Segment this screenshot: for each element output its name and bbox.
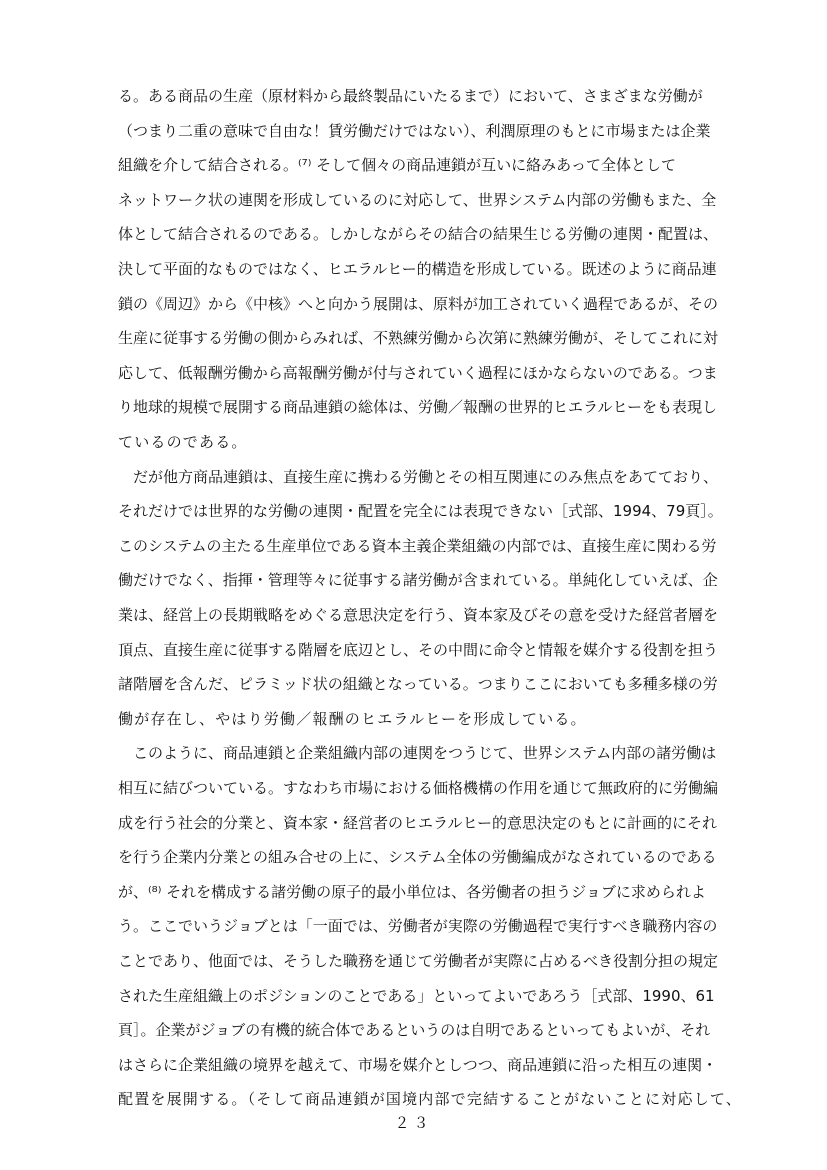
text-line: 相互に結びついている。すなわち市場における価格機構の作用を通じて無政府的に労働編: [118, 779, 719, 797]
text-line: された生産組織上のポジションのことである」といってよいであろう［式部、1990、61: [118, 987, 715, 1005]
text-line: このシステムの主たる生産単位である資本主義企業組織の内部では、直接生産に関わる労: [118, 537, 717, 555]
text-line: 頁］。企業がジョブの有機的統合体であるというのは自明であるといってもよいが、それ: [118, 1021, 711, 1039]
text-line: 業は、経営上の長期戦略をめぐる意思決定を行う、資本家及びその意を受けた経営者層を: [118, 606, 719, 624]
text-line: はさらに企業組織の境界を越えて、市場を媒介としつつ、商品連鎖に沿った相互の連関・: [118, 1056, 718, 1074]
text-line: 諸階層を含んだ、ピラミッド状の組織となっている。つまりここにおいても多種多様の労: [118, 675, 718, 693]
text-line: 配置を展開する。（そして商品連鎖が国境内部で完結することがないことに対応して、: [118, 1090, 743, 1108]
text-line: 応して、低報酬労働から高報酬労働が付与されていく過程にほかならないのである。つま: [118, 364, 718, 382]
text-line: ネットワーク状の連関を形成しているのに対応して、世界システム内部の労働もまた、全: [118, 191, 717, 209]
text-line: り地球的規模で展開する商品連鎖の総体は、労働／報酬の世界的ヒエラルヒーをも表現し: [118, 398, 717, 416]
text-line: 働が存在し、やはり労働／報酬のヒエラルヒーを形成している。: [118, 710, 587, 728]
text-line: ているのである。: [118, 433, 248, 451]
text-line: 組織を介して結合される。⁽⁷⁾ そして個々の商品連鎖が互いに絡みあって全体として: [118, 156, 677, 174]
text-line: 成を行う社会的分業と、資本家・経営者のヒエラルヒー的意思決定のもとに計画的にそれ: [118, 814, 717, 832]
text-line: 決して平面的なものではなく、ヒエラルヒー的構造を形成している。既述のように商品連: [118, 260, 717, 278]
text-line: 頂点、直接生産に従事する階層を底辺とし、その中間に命令と情報を媒介する役割を担う: [118, 641, 719, 659]
text-line: 体として結合されるのである。しかしながらその結合の結果生じる労働の連関・配置は、: [118, 225, 719, 243]
text-line: （つまり二重の意味で自由な！賃労働だけではない）、利潤原理のもとに市場または企業: [118, 122, 711, 140]
text-line: このように、商品連鎖と企業組織内部の連関をつうじて、世界システム内部の諸労働は: [118, 744, 717, 762]
text-line: それだけでは世界的な労働の連関・配置を完全には表現できない［式部、1994、79頁］。: [118, 502, 723, 520]
text-line: る。ある商品の生産（原材料から最終製品にいたるまで）において、さまざまな労働が: [118, 87, 703, 105]
text-line: が、⁽⁸⁾ それを構成する諸労働の原子的最小単位は、各労働者の担うジョブに求められよ: [118, 883, 706, 901]
text-line: だが他方商品連鎖は、直接生産に携わる労働とその相互関連にのみ焦点をあてており、: [118, 468, 719, 486]
text-line: 生産に従事する労働の側からみれば、不熟練労働から次第に熟練労働が、そしてこれに対: [118, 329, 719, 347]
text-line: ことであり、他面では、そうした職務を通じて労働者が実際に占めるべき役割分担の規定: [118, 952, 719, 970]
page-number: ２３: [394, 1114, 433, 1132]
text-line: う。ここでいうジョブとは「一面では、労働者が実際の労働過程で実行すべき職務内容の: [118, 917, 718, 935]
text-line: 鎖の《周辺》から《中核》へと向かう展開は、原料が加工されていく過程であるが、その: [118, 295, 719, 313]
text-line: を行う企業内分業との組み合せの上に、システム全体の労働編成がなされているのである: [118, 848, 717, 866]
text-line: 働だけでなく、指揮・管理等々に従事する諸労働が含まれている。単純化していえば、企: [118, 571, 718, 589]
